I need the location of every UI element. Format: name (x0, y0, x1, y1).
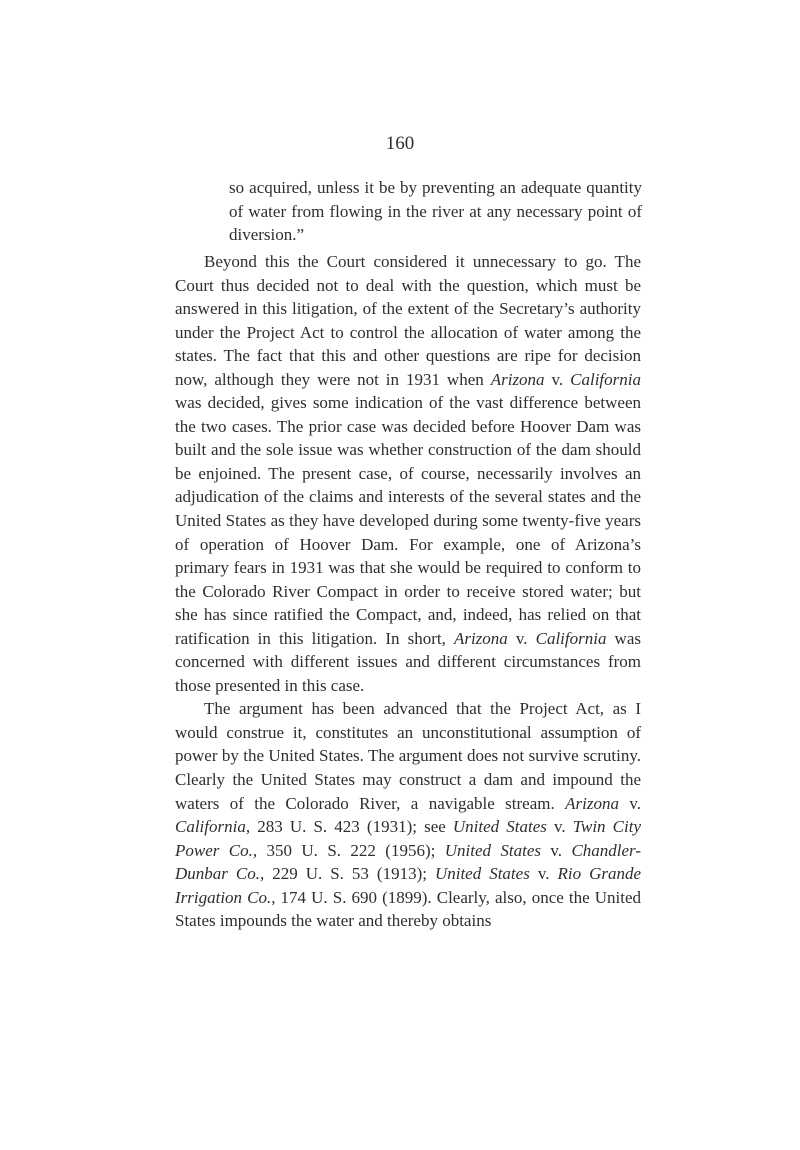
text-run: was decided, gives some indication of the vast difference between the two cases. The prior case was decided before Hoover Dam was built and the sole issue was whether construction of the dam should be enjoined. The present case, of course, necessarily involves an adjudication of the claims and interests of the several states and the United States as they have developed during some twenty-five years of operation of Hoover Dam. For example, one of Arizona’s primary fears in 1931 was that she would be required to conform to the Colorado River Compact in order to receive stored water; but she has since ratified the Compact, and, indeed, has relied on that ratification in this litigation. In short, (175, 393, 641, 648)
case-name: Arizona (490, 369, 545, 389)
case-name: Rio Grande Irrigation Co., (175, 864, 642, 907)
block-quote: so acquired, unless it be by preventing an adequate quantity of water from flowing in the river at any necessary point of diversion.” (229, 178, 642, 244)
text-run: The argument has been advanced that the Project Act, as I would construe it, constitutes an unconstitutional assumption of power by the United States. The argument does not survive scrutiny. Clearly the United States may construct a dam and impound the waters of the Colorado River, a navigable stream. (175, 699, 641, 813)
text-run: v. (546, 817, 573, 837)
case-name: California, (175, 817, 251, 837)
text-run: 174 U. S. 690 (1899). Clearly, also, once the United States impounds the water and thereby obtains (175, 887, 642, 931)
paragraph-1 (175, 250, 641, 697)
case-name: United States (452, 817, 547, 837)
case-name: United States (434, 864, 530, 884)
case-name: Arizona (453, 628, 508, 648)
case-name: United States (444, 840, 542, 860)
text-run: was concerned with different issues and different circumstances from those presented in this case. (175, 628, 641, 695)
text-run: 350 U. S. 222 (1956); (257, 840, 445, 860)
body-text (175, 250, 641, 933)
text-run: v. (541, 840, 572, 860)
text-run: v. (507, 628, 536, 648)
paragraph-2 (175, 697, 641, 932)
text-run: 229 U. S. 53 (1913); (264, 864, 435, 884)
case-name: Arizona (565, 793, 619, 813)
text-run: v. (544, 369, 571, 389)
text-run: 283 U. S. 423 (1931); see (250, 817, 453, 837)
page-number: 160 (385, 133, 415, 154)
text-run: v. (618, 793, 641, 813)
text-run: v. (529, 864, 558, 884)
case-name: Twin City Power Co., (175, 817, 641, 860)
case-name: California (570, 369, 641, 389)
case-name: Chandler-Dunbar Co., (175, 840, 641, 884)
text-run: Beyond this the Court considered it unnecessary to go. The Court thus decided not to deal with the question, which must be answered in this litigation, of the extent of the Secretary’s authority under the Project Act to control the allocation of water among the states. The fact that this and other questions are ripe for decision now, although they were not in 1931 when (175, 252, 641, 389)
case-name: California (535, 628, 607, 648)
